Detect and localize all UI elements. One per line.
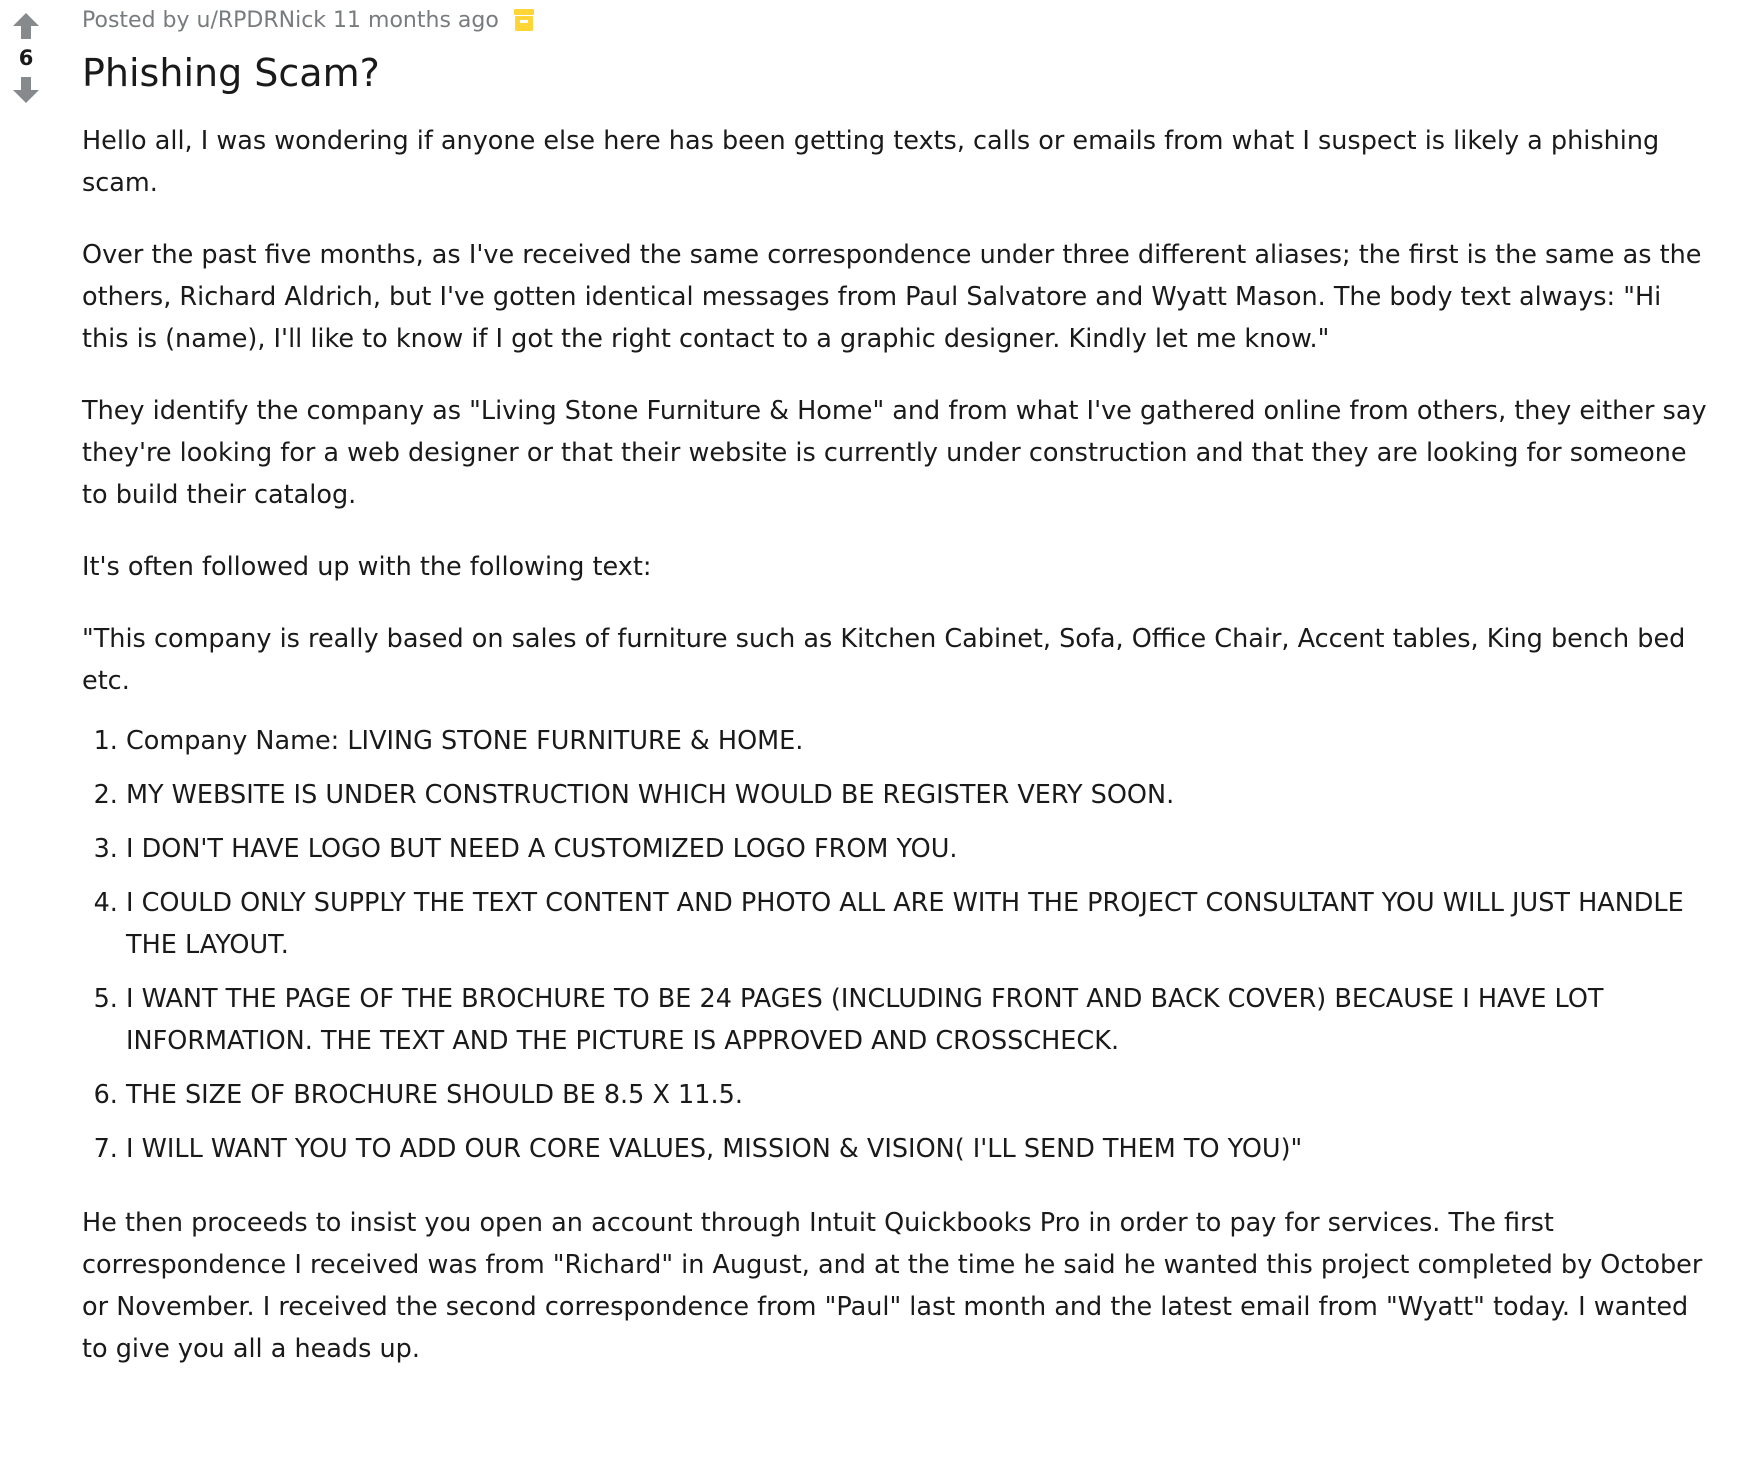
post-time[interactable]: 11 months ago [333, 7, 499, 33]
list-item: 2. MY WEBSITE IS UNDER CONSTRUCTION WHICH WOULD BE REGISTER VERY SOON. [126, 774, 1712, 816]
list-item: 4. I COULD ONLY SUPPLY THE TEXT CONTENT AND PHOTO ALL ARE WITH THE PROJECT CONSULTANT YOU WILL JUST HANDLE THE LAYOUT. [126, 882, 1712, 966]
list-item: 6. THE SIZE OF BROCHURE SHOULD BE 8.5 X 11.5. [126, 1074, 1712, 1116]
body-paragraph: It's often followed up with the following text: [82, 552, 652, 582]
body-paragraph: Hello all, I was wondering if anyone else here has been getting texts, calls or emails from what I suspect is likely a phishing scam. [82, 126, 1660, 198]
list-item: 1. Company Name: LIVING STONE FURNITURE & HOME. [126, 720, 1712, 762]
list-item: 7. I WILL WANT YOU TO ADD OUR CORE VALUES, MISSION & VISION( I'LL SEND THEM TO YOU)" [126, 1128, 1712, 1170]
archive-box-icon [513, 7, 535, 33]
body-paragraph: Over the past five months, as I've received the same correspondence under three different aliases; the first is the same as the others, Richard Aldrich, but I've gotten identical messages from Paul Salvatore and Wyatt Mason. The body text always: "Hi this is (name), I'll like to know if I got the right contact to a graphic designer. Kindly let me know." [82, 240, 1702, 354]
list-item: 3. I DON'T HAVE LOGO BUT NEED A CUSTOMIZED LOGO FROM YOU. [126, 828, 1712, 870]
upvote-arrow-icon [11, 11, 41, 41]
list-item: 5. I WANT THE PAGE OF THE BROCHURE TO BE 24 PAGES (INCLUDING FRONT AND BACK COVER) BECAUSE I HAVE LOT INFORMATION. THE TEXT AND THE PICTURE IS APPROVED AND CROSSCHECK. [126, 978, 1712, 1062]
body-paragraph: "This company is really based on sales of furniture such as Kitchen Cabinet, Sofa, Office Chair, Accent tables, King bench bed etc. [82, 624, 1686, 696]
post-meta [82, 0, 1712, 40]
upvote-button[interactable] [8, 8, 44, 44]
post-body [82, 120, 1712, 1370]
post-container [82, 0, 1712, 1400]
vote-score: 6 [18, 46, 34, 70]
post-author[interactable]: Posted by u/RPDRNick [82, 7, 327, 33]
requirements-list [82, 720, 1712, 1170]
body-paragraph: He then proceeds to insist you open an account through Intuit Quickbooks Pro in order to pay for services. The first correspondence I received was from "Richard" in August, and at the time he said he wanted this project completed by October or November. I received the second correspondence from "Paul" last month and the latest email from "Wyatt" today. I wanted to give you all a heads up. [82, 1208, 1703, 1364]
downvote-arrow-icon [11, 75, 41, 105]
vote-column [0, 8, 52, 108]
body-paragraph: They identify the company as "Living Stone Furniture & Home" and from what I've gathered online from others, they either say they're looking for a web designer or that their website is currently under construction and that they are looking for someone to build their catalog. [82, 396, 1707, 510]
downvote-button[interactable] [8, 72, 44, 108]
post-title[interactable]: Phishing Scam? [82, 51, 380, 95]
